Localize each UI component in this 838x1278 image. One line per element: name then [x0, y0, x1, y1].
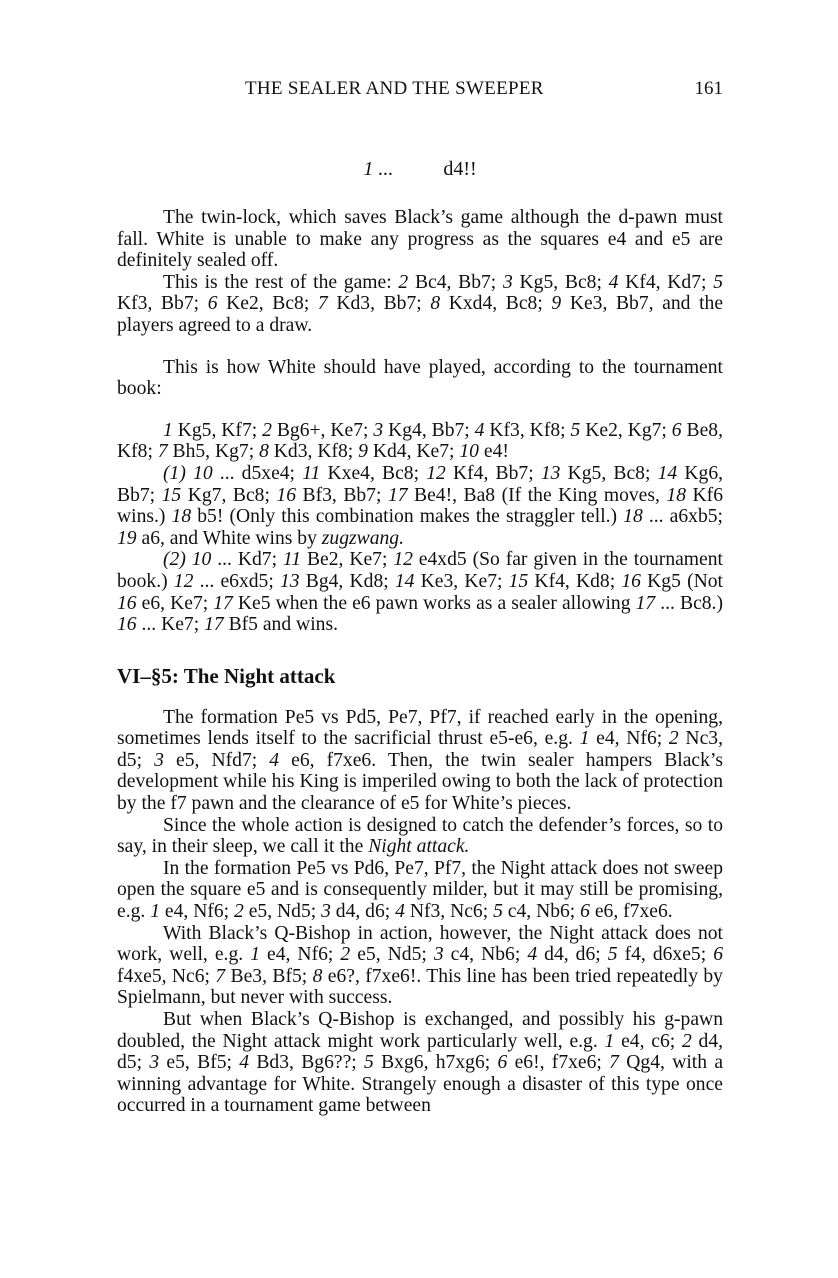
- move-number: 12: [393, 549, 413, 571]
- move-number: 8: [430, 293, 441, 315]
- move-number: 4: [474, 419, 485, 441]
- move-number: 19: [117, 527, 137, 549]
- move-number: 6: [207, 293, 218, 315]
- paragraph-variation-1: (1) 10 ... d5xe4; 11 Kxe4, Bc8; 12 Kf4, Bb7; 13 Kg5, Bc8; 14 Kg6, Bb7; 15 Kg7, Bc8; 16 Bf3, Bb7; 17 Be4!, Ba8 (If the King moves, 18 Kf6 wins.) 18 b5! (Only this combination makes the straggler tell.) 18 ... a6xb5; 19 a6, and White wins by zugzwang.: [117, 462, 724, 549]
- book-page: [117, 78, 723, 1117]
- move-number: 4: [527, 944, 538, 966]
- move-number: 7: [215, 965, 226, 987]
- move-number: 6: [671, 419, 682, 441]
- move-number: 5: [493, 901, 503, 923]
- page-number: 161: [694, 78, 723, 99]
- move-number: 10: [193, 462, 213, 484]
- move-number: 1: [150, 901, 160, 923]
- move-number: 11: [302, 462, 321, 484]
- move-number: 7: [157, 441, 168, 463]
- move-number: 9: [358, 441, 368, 463]
- paragraph-milder-formation: In the formation Pe5 vs Pd6, Pe7, Pf7, the Night attack does not sweep open the square e5 and is consequently milder, but it may still be promising, e.g. 1 e4, Nf6; 2 e5, Nd5; 3 d4, d6; 4 Nf3, Nc6; 5 c4, Nb6; 6 e6, f7xe6.: [117, 857, 723, 923]
- move-number: 4: [608, 271, 619, 293]
- move-number: 16: [117, 614, 137, 636]
- move-number: 17: [213, 592, 233, 614]
- move-number: 18: [623, 506, 643, 528]
- page-header: [117, 78, 723, 106]
- move-number: 7: [317, 293, 328, 315]
- move-number: 5: [607, 944, 618, 966]
- move-text: d4!!: [443, 158, 477, 180]
- move-number: 14: [394, 570, 415, 592]
- paragraph-night-attack-definition: Since the whole action is designed to catch the defender’s forces, so to say, in their sleep, we call it the Night attack.: [117, 814, 723, 858]
- move-number: 17: [204, 614, 224, 636]
- move-number: 13: [540, 462, 561, 484]
- paragraph-q-bishop-exchanged: But when Black’s Q-Bishop is exchanged, and possibly his g-pawn doubled, the Night attack might work particularly well, e.g. 1 e4, c6; 2 d4, d5; 3 e5, Bf5; 4 Bd3, Bg6??; 5 Bxg6, h7xg6; 6 e6!, f7xe6; 7 Qg4, with a winning advantage for White. Strangely enough a disaster of this type once occurred in a tournament game between: [117, 1009, 724, 1117]
- move-number: 7: [609, 1052, 619, 1074]
- move-number: 17: [387, 484, 408, 506]
- move-number: 18: [171, 506, 192, 528]
- move-number: 3: [433, 944, 444, 966]
- section-title: VI–§5: The Night attack: [117, 663, 336, 688]
- paragraph-main-line: 1 Kg5, Kf7; 2 Bg6+, Ke7; 3 Kg4, Bb7; 4 Kf3, Kf8; 5 Ke2, Kg7; 6 Be8, Kf8; 7 Bh5, Kg7; 8 Kd3, Kf8; 9 Kd4, Ke7; 10 e4!: [117, 419, 723, 463]
- move-number: (2): [163, 549, 192, 571]
- paragraph-tournament-book: This is how White should have played, according to the tournament book:: [117, 356, 723, 400]
- move-number: 4: [239, 1052, 250, 1074]
- move-number: 1: [163, 419, 173, 441]
- paragraph-variation-2: (2) 10 ... Kd7; 11 Be2, Ke7; 12 e4xd5 (So far given in the tournament book.) 12 ... e6xd5; 13 Bg4, Kd8; 14 Ke3, Ke7; 15 Kf4, Kd8; 16 Kg5 (Not 16 e6, Ke7; 17 Ke5 when the e6 pawn works as a sealer allowing 17 ... Bc8.) 16 ... Ke7; 17 Bf5 and wins.: [117, 549, 723, 636]
- move-number: 3: [154, 749, 164, 771]
- move-number: 5: [570, 419, 581, 441]
- move-number: 2: [262, 419, 272, 441]
- move-number: 3: [502, 271, 513, 293]
- move-number: 16: [117, 592, 137, 614]
- move-number: 17: [635, 592, 656, 614]
- move-number: 3: [373, 419, 384, 441]
- move-number: 10: [191, 549, 212, 571]
- move-number: 4: [269, 749, 280, 771]
- move-number: 13: [279, 570, 300, 592]
- move-number: 1: [579, 728, 590, 750]
- move-number: 2: [668, 728, 679, 750]
- move-number: 1 ...: [363, 158, 394, 180]
- move-number: 6: [580, 901, 590, 923]
- paragraph-twin-lock: The twin-lock, which saves Black’s game although the d-pawn must fall. White is unable to make any progress as the squares e4 and e5 are definitely sealed off.: [117, 207, 723, 272]
- move-number: 15: [508, 570, 529, 592]
- move-number: 4: [395, 901, 405, 923]
- move-number: 8: [312, 965, 323, 987]
- running-title: THE SEALER AND THE SWEEPER: [245, 78, 544, 99]
- move-number: 2: [681, 1030, 692, 1052]
- zugzwang-term: zugzwang.: [321, 527, 404, 549]
- move-number: 10: [459, 441, 479, 463]
- move-number: 2: [398, 271, 409, 293]
- move-number: 12: [173, 570, 194, 592]
- move-number: 12: [426, 462, 446, 484]
- move-number: 5: [364, 1052, 374, 1074]
- move-number: 3: [321, 901, 331, 923]
- move-number: 9: [551, 293, 562, 315]
- move-number: 1: [250, 944, 260, 966]
- move-number: 8: [259, 441, 269, 463]
- move-number: 16: [621, 570, 641, 592]
- move-number: 11: [282, 549, 302, 571]
- move-number: 6: [713, 944, 723, 966]
- move-number: 14: [657, 462, 678, 484]
- move-number: 18: [666, 484, 687, 506]
- move-number: (1): [163, 462, 194, 484]
- move-heading: [117, 158, 723, 181]
- move-number: 1: [604, 1030, 615, 1052]
- move-number: 2: [234, 901, 244, 923]
- move-number: 6: [497, 1052, 508, 1074]
- move-number: 2: [340, 944, 351, 966]
- paragraph-rest-of-game: This is the rest of the game: 2 Bc4, Bb7; 3 Kg5, Bc8; 4 Kf4, Kd7; 5 Kf3, Bb7; 6 Ke2, Bc8; 7 Kd3, Bb7; 8 Kxd4, Bc8; 9 Ke3, Bb7, and the players agreed to a draw.: [117, 271, 724, 336]
- move-number: 16: [276, 484, 296, 506]
- move-number: 5: [713, 271, 723, 293]
- paragraph-q-bishop-in-action: With Black’s Q-Bishop in action, however, the Night attack does not work, well, e.g. 1 e4, Nf6; 2 e5, Nd5; 3 c4, Nb6; 4 d4, d6; 5 f4, d6xe5; 6 f4xe5, Nc6; 7 Be3, Bf5; 8 e6?, f7xe6!. This line has been tried repeatedly by Spielmann, but never with success.: [117, 922, 723, 1009]
- move-number: 3: [149, 1052, 160, 1074]
- paragraph-formation: The formation Pe5 vs Pd5, Pe7, Pf7, if reached early in the opening, sometimes lends itself to the sacrificial thrust e5-e6, e.g. 1 e4, Nf6; 2 Nc3, d5; 3 e5, Nfd7; 4 e6, f7xe6. Then, the twin sealer hampers Black’s development while his King is imperiled owing to both the lack of protection by the f7 pawn and the clearance of e5 for White’s pieces.: [117, 706, 723, 815]
- move-number: 15: [161, 484, 182, 506]
- night-attack-term: Night attack.: [368, 836, 470, 858]
